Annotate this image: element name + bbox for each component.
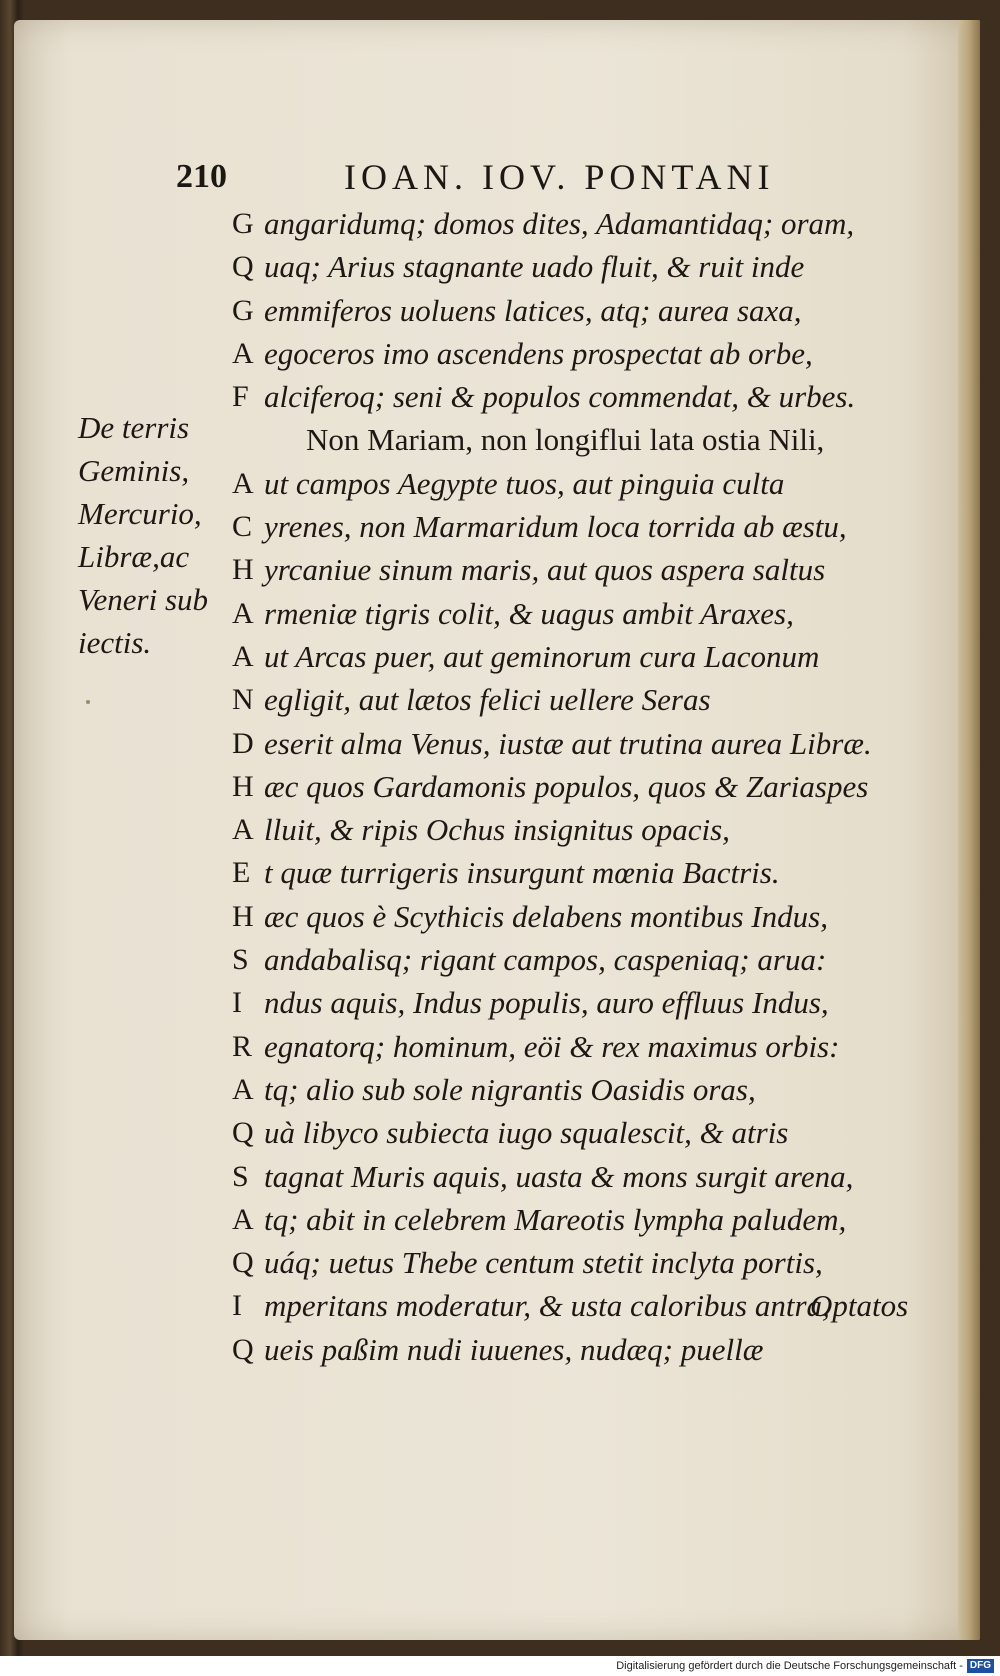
line-initial: D	[232, 726, 254, 760]
line-initial: Q	[232, 250, 254, 284]
marginal-note-line: Libræ,ac	[78, 539, 190, 574]
page-number: 210	[176, 158, 227, 195]
line-text: yrcaniue sinum maris, aut quos aspera saltus	[264, 552, 826, 588]
line-text: ut campos Aegypte tuos, aut pinguia culta	[264, 465, 785, 501]
line-initial: H	[232, 769, 254, 803]
line-text: yrenes, non Marmaridum loca torrida ab æstu,	[264, 509, 847, 545]
line-text: æc quos è Scythicis delabens montibus Indus,	[264, 898, 828, 934]
marginal-note-line: iectis.	[78, 625, 152, 660]
running-head: IOAN. IOV. PONTANI	[344, 157, 775, 197]
verse-line	[232, 375, 952, 418]
verse-line	[232, 1241, 952, 1284]
line-text: uáq; uetus Thebe centum stetit inclyta portis,	[264, 1245, 823, 1281]
line-initial: H	[232, 899, 254, 933]
line-initial: Q	[232, 1116, 254, 1150]
verse-line	[232, 635, 952, 678]
verse-line	[232, 981, 952, 1024]
verse-line	[232, 462, 952, 505]
line-initial: N	[232, 683, 254, 717]
line-text: uaq; Arius stagnante uado fluit, & ruit inde	[264, 249, 805, 285]
verse-line	[232, 678, 952, 721]
verse-line	[232, 808, 952, 851]
line-text: mperitans moderatur, & usta caloribus antra,	[264, 1288, 830, 1324]
line-initial: A	[232, 466, 254, 500]
footer-credit: Digitalisierung gefördert durch die Deutsche Forschungsgemeinschaft -	[616, 1660, 963, 1672]
marginal-note-line: Mercurio,	[78, 496, 202, 531]
paper-speck	[86, 700, 90, 704]
catchword: Optatos	[810, 1288, 909, 1323]
line-text: egnatorq; hominum, eöi & rex maximus orbis:	[264, 1028, 840, 1064]
line-text: lluit, & ripis Ochus insignitus opacis,	[264, 812, 730, 848]
dfg-logo: DFG	[967, 1659, 994, 1673]
line-initial: C	[232, 510, 253, 544]
line-initial	[232, 418, 264, 461]
verse-line	[232, 895, 952, 938]
marginal-note-line: De terris	[78, 410, 190, 445]
line-text: eserit alma Venus, iustæ aut trutina aurea Libræ.	[264, 725, 872, 761]
marginal-note	[78, 406, 228, 664]
verse-line	[232, 289, 952, 332]
verse-line	[232, 938, 952, 981]
verse-line	[232, 722, 952, 765]
verse-line	[232, 1155, 952, 1198]
line-text: Non Mariam, non longiflui lata ostia Nili,	[306, 422, 825, 458]
line-initial: A	[232, 1072, 254, 1106]
line-initial: A	[232, 813, 254, 847]
line-initial: F	[232, 380, 249, 414]
line-initial: Q	[232, 1246, 254, 1280]
line-text: andabalisq; rigant campos, caspeniaq; arua:	[264, 942, 827, 978]
verse-line	[232, 245, 952, 288]
line-text: æc quos Gardamonis populos, quos & Zariaspes	[264, 768, 869, 804]
verse-block	[232, 202, 952, 1371]
line-initial: Q	[232, 1332, 254, 1366]
line-initial: H	[232, 553, 254, 587]
line-initial: A	[232, 1202, 254, 1236]
line-initial: G	[232, 207, 254, 240]
line-text: tq; alio sub sole nigrantis Oasidis oras,	[264, 1071, 756, 1107]
verse-line	[232, 418, 952, 461]
line-initial: A	[232, 596, 254, 630]
line-initial: I	[232, 986, 242, 1020]
marginal-note-line: Geminis,	[78, 453, 190, 488]
verse-line	[232, 202, 952, 245]
page-header	[14, 158, 980, 208]
line-text: uà libyco subiecta iugo squalescit, & atris	[264, 1115, 789, 1151]
verse-line	[232, 1025, 952, 1068]
digitization-footer	[0, 1656, 1000, 1676]
line-initial: I	[232, 1289, 242, 1323]
line-text: tq; abit in celebrem Mareotis lympha paludem,	[264, 1201, 847, 1237]
line-text: emmiferos uoluens latices, atq; aurea saxa,	[264, 292, 802, 328]
book-page	[14, 20, 980, 1640]
verse-line	[232, 505, 952, 548]
line-initial: S	[232, 1159, 249, 1193]
marginal-note-line: Veneri sub	[78, 582, 209, 617]
verse-line	[232, 1198, 952, 1241]
line-text: t quæ turrigeris insurgunt mœnia Bactris.	[264, 855, 780, 891]
verse-line	[232, 1111, 952, 1154]
line-text: alciferoq; seni & populos commendat, & urbes.	[264, 379, 856, 415]
line-initial: A	[232, 336, 254, 370]
line-initial: A	[232, 639, 254, 673]
verse-line	[232, 851, 952, 894]
line-text: angaridumq; domos dites, Adamantidaq; oram,	[264, 206, 855, 241]
verse-line	[232, 592, 952, 635]
line-text: ueis paßim nudi iuuenes, nudæq; puellæ	[264, 1331, 764, 1367]
line-text: tagnat Muris aquis, uasta & mons surgit arena,	[264, 1158, 854, 1194]
verse-line	[232, 548, 952, 591]
line-initial: E	[232, 856, 251, 890]
verse-line	[232, 1068, 952, 1111]
line-initial: S	[232, 943, 249, 977]
line-text: ut Arcas puer, aut geminorum cura Laconum	[264, 638, 820, 674]
verse-line	[232, 332, 952, 375]
verse-line	[232, 765, 952, 808]
page-edge	[958, 20, 980, 1640]
line-initial: R	[232, 1029, 253, 1063]
line-text: rmeniæ tigris colit, & uagus ambit Araxes,	[264, 595, 794, 631]
line-text: egligit, aut lætos felici uellere Seras	[264, 682, 711, 718]
line-text: ndus aquis, Indus populis, auro effluus Indus,	[264, 985, 829, 1021]
verse-line	[232, 1328, 952, 1371]
line-text: egoceros imo ascendens prospectat ab orbe,	[264, 335, 813, 371]
line-initial: G	[232, 293, 254, 327]
